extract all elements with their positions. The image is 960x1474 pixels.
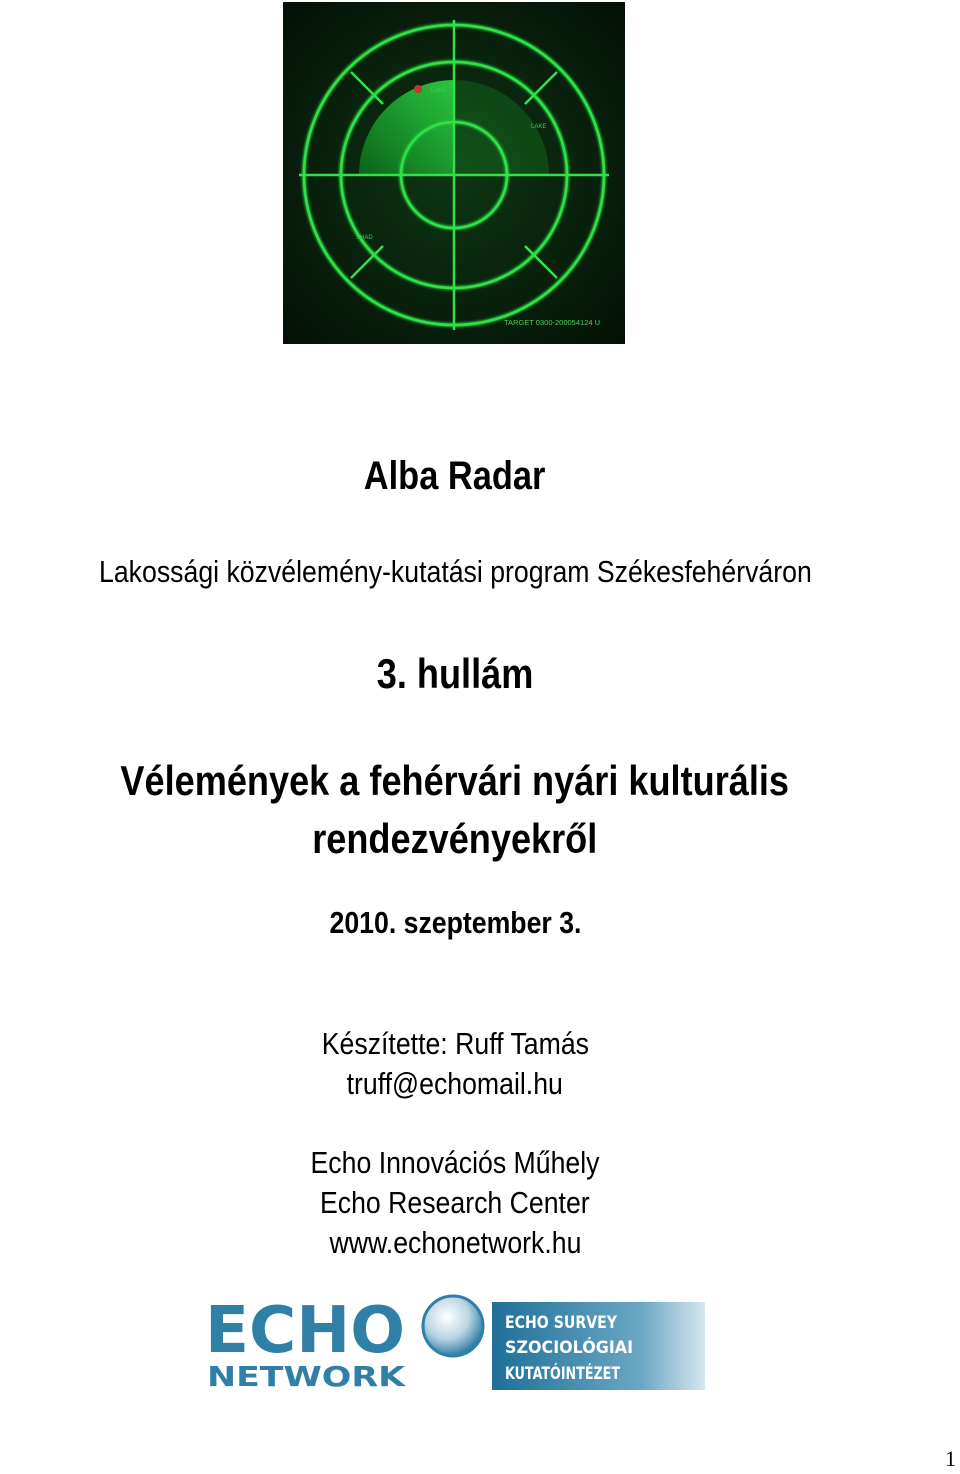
radar-blip — [414, 85, 422, 93]
topic-line-2-text: rendezvényekről — [312, 815, 598, 862]
report-date-text: 2010. szeptember 3. — [329, 905, 581, 940]
author-line — [0, 1026, 910, 1062]
logo-tagline-2: SZOCIOLÓGIAI — [505, 1338, 642, 1358]
wave-heading-text: 3. hullám — [376, 650, 534, 697]
document-title — [0, 454, 910, 499]
author-line-text: Készítette: Ruff Tamás — [321, 1026, 589, 1061]
organization-line-2-text: Echo Research Center — [320, 1185, 590, 1220]
organization-line-1 — [0, 1145, 910, 1181]
logo-echo-word: ECHO — [205, 1294, 405, 1368]
page-number: 1 — [945, 1446, 956, 1471]
author-email-text[interactable]: truff@echomail.hu — [346, 1066, 564, 1101]
document-title-text: Alba Radar — [364, 454, 546, 498]
topic-line-2 — [0, 815, 910, 863]
radar-cover-image — [283, 2, 625, 344]
wave-heading — [0, 650, 910, 698]
organization-line-1-text: Echo Innovációs Műhely — [310, 1145, 600, 1180]
organization-line-2 — [0, 1185, 910, 1221]
author-email[interactable] — [0, 1066, 910, 1102]
topic-line-1-text: Vélemények a fehérvári nyári kulturális — [120, 757, 790, 804]
radar-label-2: LAKE — [531, 124, 547, 130]
radar-label-1: LAKE — [431, 88, 447, 94]
topic-line-1 — [0, 757, 910, 805]
logo-network-word: NETWORK — [207, 1360, 407, 1390]
document-subtitle-text: Lakossági közvélemény-kutatási program Székesfehérváron — [98, 554, 812, 589]
logo-tagline-3: KUTATÓINTÉZET — [505, 1364, 660, 1384]
report-date — [0, 905, 910, 941]
echo-network-logo — [205, 1288, 705, 1390]
website-link[interactable] — [0, 1225, 910, 1261]
logo-tagline-1: ECHO SURVEY — [505, 1313, 618, 1333]
radar-caption: TARGET 0300-200054124 U — [504, 318, 601, 327]
radar-label-3: SHAD — [356, 235, 373, 241]
document-subtitle — [0, 554, 910, 590]
website-link-text[interactable]: www.echonetwork.hu — [329, 1225, 581, 1260]
